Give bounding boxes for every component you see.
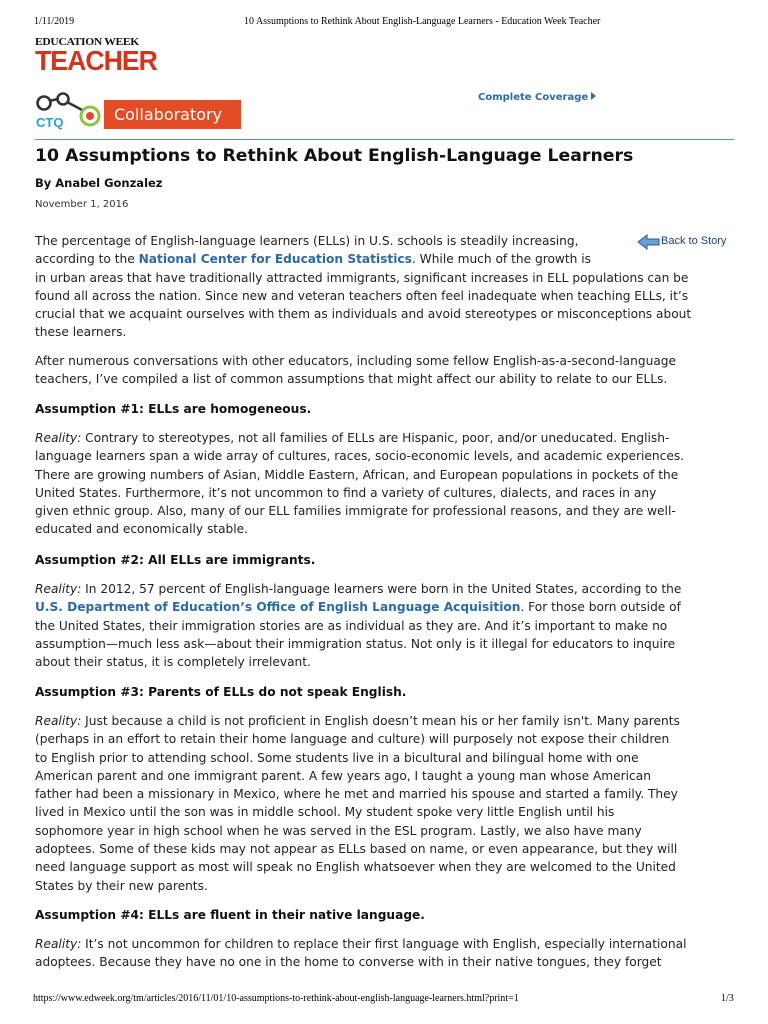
assumption-1-body: [35, 429, 735, 539]
text-segment: Just because a child is not proficient in English doesn’t mean his or her family isn't. Many parents: [81, 714, 680, 728]
reality-label: Reality:: [35, 431, 82, 445]
text-line: sophomore year in high school when he was served in the ESL program. Lastly, we also have many: [35, 823, 642, 838]
print-footer: [0, 993, 768, 1007]
back-to-story-label: Back to Story: [661, 235, 727, 247]
caret-right-icon: [591, 92, 596, 100]
assumption-2-heading: Assumption #2: All ELLs are immigrants.: [35, 553, 316, 567]
article-headline: 10 Assumptions to Rethink About English-Language Learners: [35, 146, 634, 166]
print-header: [0, 16, 768, 30]
text-line: (perhaps in an effort to retain their home language and culture) will purposely not expose their children: [35, 732, 670, 747]
text-line: [35, 598, 735, 616]
text-line: language learners span a wide array of cultures, races, socio-economic levels, and academic experiences.: [35, 449, 685, 464]
text-segment: Contrary to stereotypes, not all families of ELLs are Hispanic, poor, and/or uneducated. English-: [81, 431, 670, 445]
education-week-teacher-logo[interactable]: [35, 36, 157, 76]
collaboratory-banner[interactable]: Collaboratory: [104, 100, 241, 129]
text-line: teachers, I’ve compiled a list of common assumptions that might affect our ability to relate to our ELLs.: [35, 372, 668, 387]
text-segment: . While much of the growth is: [411, 252, 591, 267]
reality-label: Reality:: [35, 582, 82, 596]
text-line: adoptees. Some of these kids may not appear as ELLs based on name, or even appearance, but they will: [35, 842, 678, 857]
print-title: 10 Assumptions to Rethink About English-Language Learners - Education Week Teacher: [244, 16, 601, 27]
text-line: There are growing numbers of Asian, Middle Eastern, African, and European populations in pockets of the: [35, 467, 679, 482]
text-line: [35, 712, 735, 730]
complete-coverage-link[interactable]: [478, 92, 596, 103]
page-number: 1/3: [721, 993, 734, 1004]
text-line: [35, 580, 735, 598]
ctq-logo-icon: [35, 92, 101, 130]
ctq-text: CTQ: [36, 115, 64, 130]
text-line: about their status, it is completely irrelevant.: [35, 655, 311, 670]
text-line: [35, 935, 735, 953]
assumption-4-body: [35, 935, 735, 972]
text-line: States by their new parents.: [35, 878, 208, 893]
text-segment: It’s not uncommon for children to replace their first language with English, especially international: [81, 937, 687, 951]
text-line: given ethnic group. Also, many of our ELL families immigrate for professional reasons, and they are well-: [35, 504, 676, 519]
reality-label: Reality:: [35, 937, 82, 951]
text-line: [35, 429, 735, 447]
text-line: The percentage of English-language learners (ELLs) in U.S. schools is steadily increasing,: [35, 234, 579, 248]
text-line: in urban areas that have traditionally attracted immigrants, significant increases in ELL populations can be: [35, 270, 689, 285]
print-url: https://www.edweek.org/tm/articles/2016/11/01/10-assumptions-to-rethink-about-english-language-learners.html?print=1: [33, 993, 519, 1004]
text-line: found all across the nation. Since new and veteran teachers often feel inadequate when teaching ELLs, it’s: [35, 288, 689, 303]
reality-label: Reality:: [35, 714, 82, 728]
text-line: need language support as most will speak no English whatsoever when they are welcomed to the United: [35, 860, 676, 875]
text-line: crucial that we acquaint ourselves with them as individuals and avoid stereotypes or misconceptions about: [35, 307, 692, 322]
text-line: these learners.: [35, 325, 127, 340]
text-segment: according to the: [35, 252, 139, 267]
logo-line-teacher: TEACHER: [35, 45, 157, 76]
intro-paragraph: [35, 232, 735, 342]
assumption-3-heading: Assumption #3: Parents of ELLs do not speak English.: [35, 685, 407, 699]
nces-link[interactable]: National Center for Education Statistics: [138, 252, 412, 267]
print-date: 1/11/2019: [34, 16, 75, 27]
assumption-1-heading: Assumption #1: ELLs are homogeneous.: [35, 402, 312, 416]
text-line: assumption—much less ask—about their immigration status. Not only is it illegal for educators to inquire: [35, 636, 676, 651]
article-date: November 1, 2016: [35, 199, 129, 210]
text-line: After numerous conversations with other educators, including some fellow English-as-a-second-language: [35, 354, 677, 368]
text-line: American parent and one immigrant parent. A few years ago, I taught a young man whose American: [35, 768, 651, 783]
text-line: [35, 250, 735, 268]
text-line: lived in Mexico until the son was in middle school. My student spoke very little English until his: [35, 805, 615, 820]
paragraph-2: [35, 352, 735, 389]
complete-coverage-label: Complete Coverage: [478, 92, 589, 103]
text-line: adoptees. Because they have no one in the home to converse with in their native tongues, they forget: [35, 955, 662, 970]
assumption-4-heading: Assumption #4: ELLs are fluent in their native language.: [35, 908, 425, 922]
text-line: United States. Furthermore, it’s not uncommon to find a variety of cultures, dialects, and races in any: [35, 485, 657, 500]
text-line: educated and economically stable.: [35, 522, 249, 537]
text-segment: . For those born outside of: [520, 600, 681, 615]
oela-link[interactable]: U.S. Department of Education’s Office of English Language Acquisition: [35, 600, 521, 615]
assumption-2-body: [35, 580, 735, 671]
logo-line-education-week: EDUCATION WEEK: [35, 36, 139, 48]
article-byline: By Anabel Gonzalez: [35, 176, 163, 190]
assumption-3-body: [35, 712, 735, 895]
text-segment: In 2012, 57 percent of English-language learners were born in the United States, according to the: [81, 582, 682, 596]
text-line: to English prior to attending school. Some students live in a bicultural and bilingual home with one: [35, 750, 639, 765]
text-line: father had been a missionary in Mexico, where he met and married his spouse and started a family. They: [35, 787, 678, 802]
header-divider: [35, 139, 734, 140]
text-line: the United States, their immigration stories are as individual as they are. And it’s important to make no: [35, 618, 668, 633]
